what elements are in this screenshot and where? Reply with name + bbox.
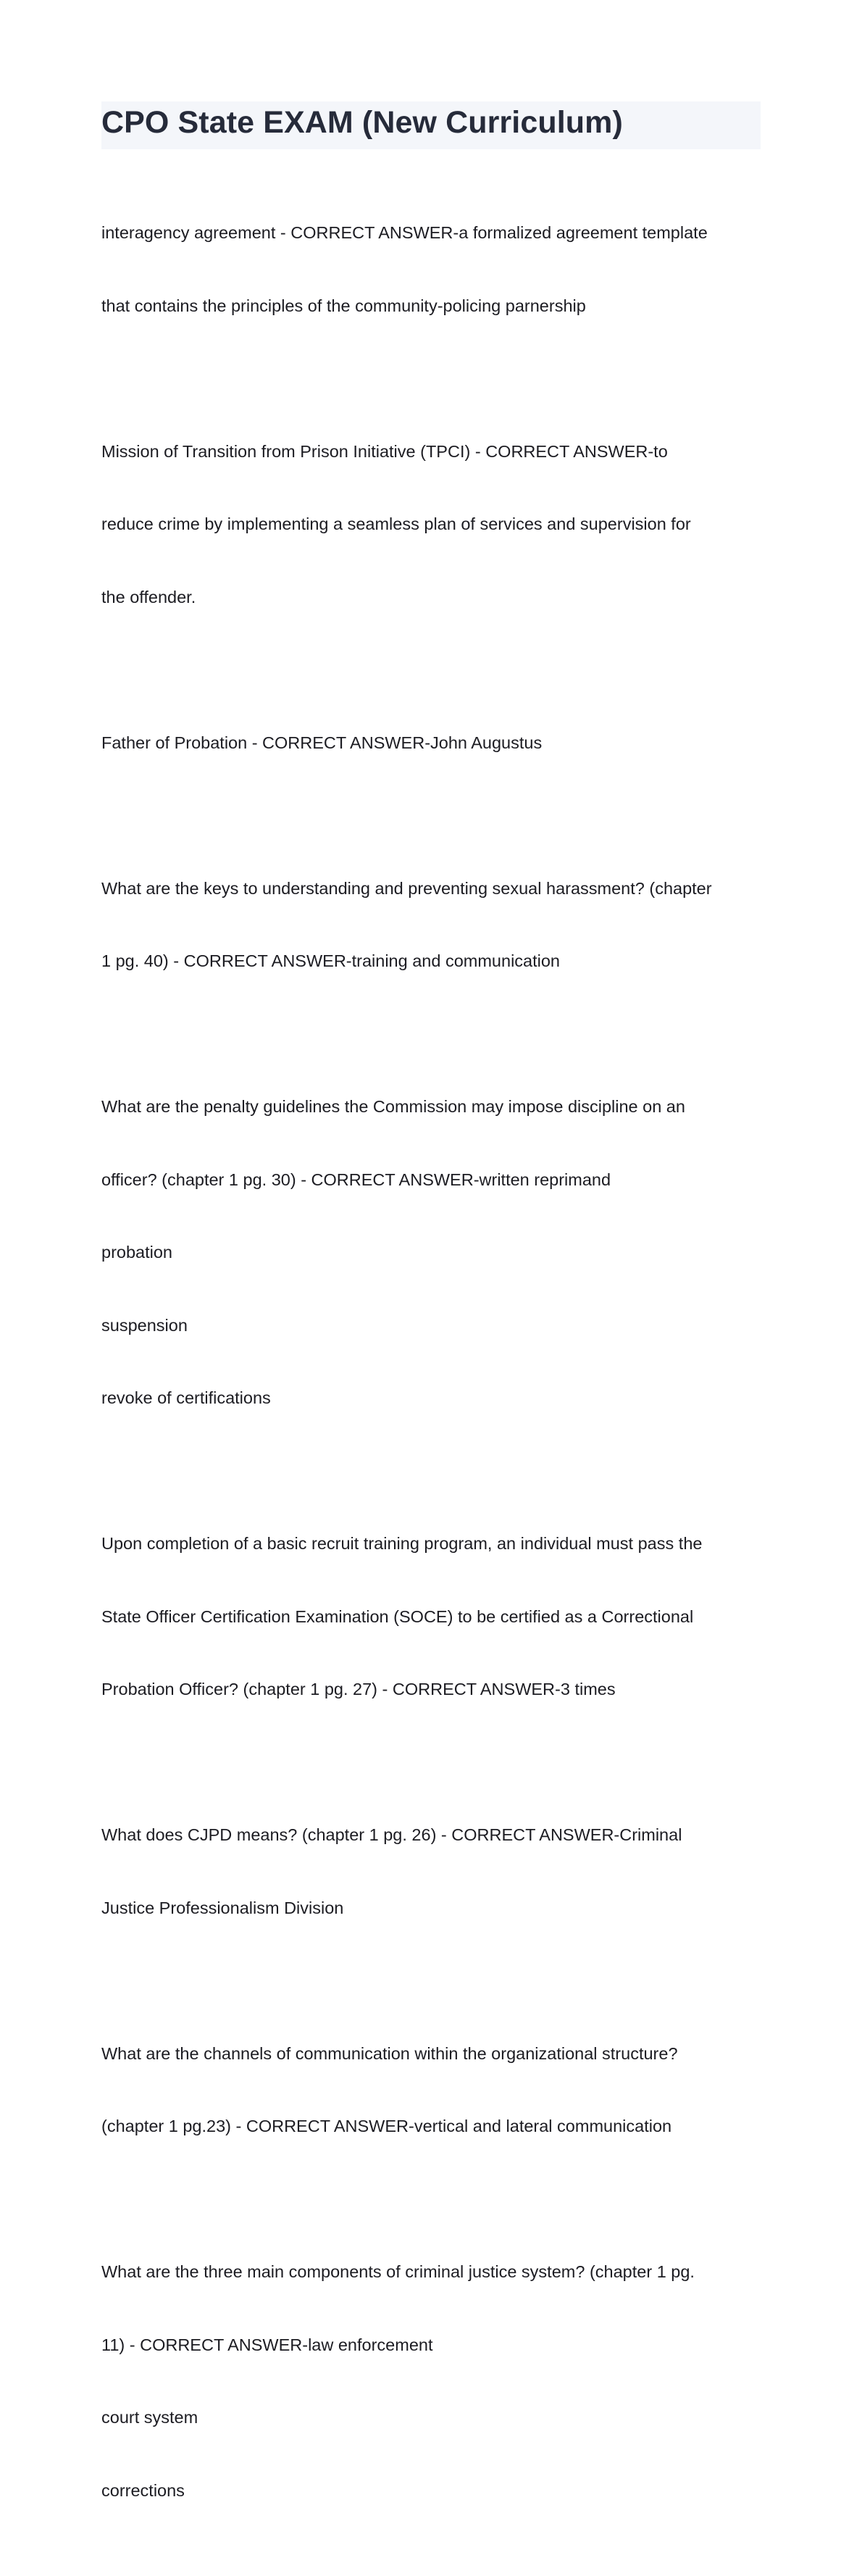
qa-line: State Officer Certification Examination (SOCE) to be certified as a Correctional (101, 1606, 694, 1626)
qa-line: the offender. (101, 587, 196, 607)
qa-line: reduce crime by implementing a seamless plan of services and supervision for (101, 514, 691, 533)
qa-line: What are the three main components of criminal justice system? (chapter 1 pg. (101, 2262, 695, 2281)
qa-line: What are the penalty guidelines the Commission may impose discipline on an (101, 1097, 685, 1116)
title-band (101, 101, 761, 149)
qa-entry (101, 172, 761, 367)
qa-line: What does CJPD means? (chapter 1 pg. 26) - CORRECT ANSWER-Criminal (101, 1825, 682, 1844)
qa-line: What are the keys to understanding and preventing sexual harassment? (chapter (101, 878, 712, 898)
qa-line: probation (101, 1243, 172, 1262)
qa-line: corrections (101, 2480, 185, 2500)
qa-list (101, 172, 761, 2551)
qa-line: Father of Probation - CORRECT ANSWER-John Augustus (101, 733, 543, 752)
qa-line: Justice Professionalism Division (101, 1898, 344, 1917)
qa-entry (101, 683, 761, 804)
qa-entry (101, 391, 761, 659)
qa-line: 11) - CORRECT ANSWER-law enforcement (101, 2335, 433, 2354)
qa-line: 1 pg. 40) - CORRECT ANSWER-training and communication (101, 951, 560, 970)
qa-line: Probation Officer? (chapter 1 pg. 27) - CORRECT ANSWER-3 times (101, 1680, 616, 1698)
qa-line: interagency agreement - CORRECT ANSWER-a formalized agreement template (101, 223, 708, 242)
qa-entry (101, 2212, 761, 2551)
qa-line: Upon completion of a basic recruit training program, an individual must pass the (101, 1534, 703, 1553)
qa-entry (101, 1483, 761, 1751)
qa-entry (101, 1775, 761, 1969)
qa-line: What are the channels of communication within the organizational structure? (101, 2043, 678, 2063)
qa-line: Mission of Transition from Prison Initiative (TPCI) - CORRECT ANSWER-to (101, 441, 668, 461)
qa-entry (101, 1993, 761, 2188)
document-page (101, 101, 761, 2576)
page-title: CPO State EXAM (New Curriculum) (101, 104, 623, 140)
qa-entry (101, 1046, 761, 1459)
qa-line: that contains the principles of the community-policing parnership (101, 296, 586, 315)
qa-line: suspension (101, 1315, 188, 1335)
qa-line: (chapter 1 pg.23) - CORRECT ANSWER-vertical and lateral communication (101, 2117, 672, 2135)
qa-entry (101, 828, 761, 1022)
qa-line: court system (101, 2408, 198, 2427)
qa-line: officer? (chapter 1 pg. 30) - CORRECT ANSWER-written reprimand (101, 1170, 611, 1189)
qa-line: revoke of certifications (101, 1388, 271, 1407)
